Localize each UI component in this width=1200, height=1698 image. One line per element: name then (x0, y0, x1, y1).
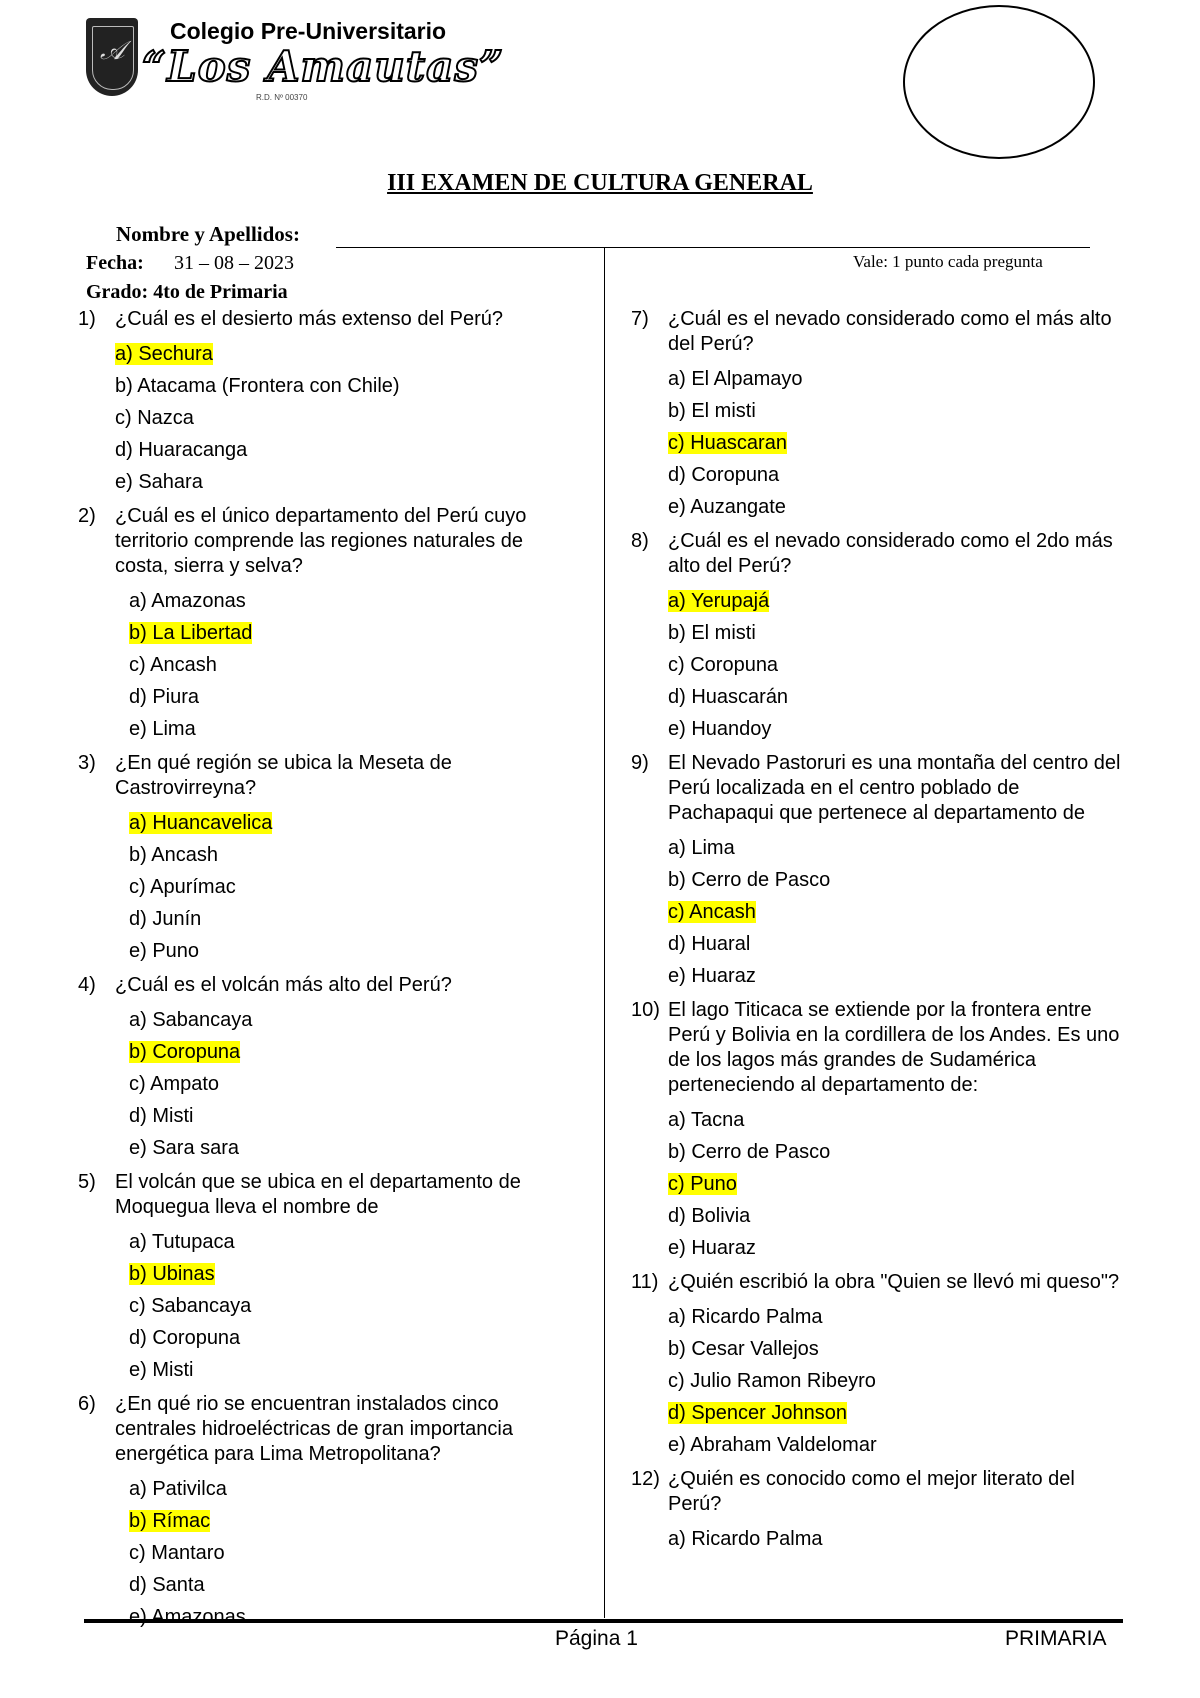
answer-option[interactable] (78, 1258, 578, 1290)
question-number: 8) (631, 530, 649, 552)
answer-option-text: e) Puno (129, 940, 200, 962)
answer-options (631, 585, 1121, 745)
answer-option-text: e) Sahara (115, 471, 203, 493)
question-4 (78, 973, 578, 1164)
question-11 (631, 1270, 1121, 1461)
answer-option[interactable] (631, 928, 1121, 960)
answer-option-text: d) Bolivia (668, 1205, 751, 1227)
answer-option-text: c) Ancash (129, 654, 217, 676)
question-1 (78, 307, 578, 498)
answer-options (78, 807, 578, 967)
question-text: ¿En qué región se ubica la Meseta de Castrovirreyna? (115, 752, 452, 799)
school-logo (86, 18, 505, 110)
question-5 (78, 1170, 578, 1386)
question-8 (631, 529, 1121, 745)
answer-option[interactable] (78, 1132, 578, 1164)
school-name-line1: Colegio Pre-Universitario (170, 18, 447, 44)
answer-option-text: a) Tacna (668, 1109, 745, 1131)
question-10 (631, 998, 1121, 1264)
answer-option[interactable] (631, 427, 1121, 459)
answer-option[interactable] (78, 681, 578, 713)
answer-option-text: a) Tutupaca (129, 1231, 235, 1253)
correct-answer-highlight: c) Ancash (668, 901, 756, 923)
answer-option-text: c) Sabancaya (129, 1295, 252, 1317)
question-number: 2) (78, 505, 96, 527)
answer-option-text: d) Santa (129, 1574, 205, 1596)
answer-option[interactable] (631, 864, 1121, 896)
answer-option[interactable] (78, 1322, 578, 1354)
answer-option-text: b) El misti (668, 622, 756, 644)
answer-option-text: c) Ampato (129, 1073, 220, 1095)
answer-option-text: b) Cerro de Pasco (668, 1141, 831, 1163)
answer-option-text: b) El misti (668, 400, 756, 422)
question-number: 3) (78, 752, 96, 774)
answer-option[interactable] (78, 713, 578, 745)
answer-options (631, 1104, 1121, 1264)
answer-option[interactable] (631, 1104, 1121, 1136)
answer-option[interactable] (78, 1100, 578, 1132)
answer-option-text: d) Piura (129, 686, 200, 708)
answer-option[interactable] (631, 585, 1121, 617)
answer-option-text: e) Abraham Valdelomar (668, 1434, 877, 1456)
question-text: ¿Cuál es el único departamento del Perú cuyo territorio comprende las regiones naturales de costa, sierra y selva? (115, 505, 527, 577)
date-label: Fecha: (86, 252, 144, 274)
correct-answer-highlight: b) Coropuna (129, 1041, 241, 1063)
question-text: El lago Titicaca se extiende por la frontera entre Perú y Bolivia en la cordillera de los Andes. Es uno de los lagos más grandes de Sudamérica perteneciendo al departamento de: (668, 999, 1120, 1096)
answer-option-text: a) Ricardo Palma (668, 1528, 823, 1550)
answer-option[interactable] (78, 338, 578, 370)
answer-option-text: b) Ancash (129, 844, 218, 866)
answer-options (78, 1004, 578, 1164)
date-value: 31 – 08 – 2023 (174, 252, 294, 274)
answer-options (78, 1473, 578, 1633)
question-text: ¿Cuál es el nevado considerado como el más alto del Perú? (668, 308, 1112, 355)
question-text: ¿Quién escribió la obra "Quien se llevó mi queso"? (668, 1271, 1120, 1293)
question-text: El Nevado Pastoruri es una montaña del centro del Perú localizada en el centro poblado de Pachapaqui que pertenece al departamento de (668, 752, 1121, 824)
answer-option[interactable] (78, 1068, 578, 1100)
answer-option[interactable] (631, 896, 1121, 928)
answer-option-text: e) Huandoy (668, 718, 772, 740)
answer-option[interactable] (631, 681, 1121, 713)
answer-option[interactable] (78, 935, 578, 967)
answer-option[interactable] (631, 1333, 1121, 1365)
answer-option-text: c) Nazca (115, 407, 194, 429)
question-number: 9) (631, 752, 649, 774)
answer-options (631, 1301, 1121, 1461)
answer-option[interactable] (631, 713, 1121, 745)
question-number: 12) (631, 1468, 660, 1490)
question-text: ¿En qué rio se encuentran instalados cinco centrales hidroeléctricas de gran importancia energética para Lima Metropolitana? (115, 1393, 513, 1465)
question-number: 7) (631, 308, 649, 330)
answer-option-text: d) Junín (129, 908, 202, 930)
question-text: ¿Cuál es el volcán más alto del Perú? (115, 974, 452, 996)
answer-option[interactable] (631, 832, 1121, 864)
correct-answer-highlight: b) La Libertad (129, 622, 253, 644)
question-12 (631, 1467, 1121, 1555)
grade-label: Grado: 4to de Primaria (86, 281, 288, 303)
question-text: ¿Quién es conocido como el mejor literato del Perú? (668, 1468, 1075, 1515)
answer-option[interactable] (631, 1523, 1121, 1555)
name-label: Nombre y Apellidos: (116, 222, 300, 246)
correct-answer-highlight: b) Ubinas (129, 1263, 215, 1285)
correct-answer-highlight: d) Spencer Johnson (668, 1402, 848, 1424)
question-number: 1) (78, 308, 96, 330)
answer-option[interactable] (78, 1569, 578, 1601)
answer-options (631, 832, 1121, 992)
question-number: 10) (631, 999, 660, 1021)
question-2 (78, 504, 578, 745)
questions-column-right (631, 307, 1121, 1561)
answer-option-text: d) Huascarán (668, 686, 789, 708)
answer-option[interactable] (78, 402, 578, 434)
answer-options (78, 1226, 578, 1386)
question-9 (631, 751, 1121, 992)
question-text: ¿Cuál es el nevado considerado como el 2do más alto del Perú? (668, 530, 1113, 577)
answer-option-text: c) Julio Ramon Ribeyro (668, 1370, 876, 1392)
answer-option[interactable] (631, 1168, 1121, 1200)
question-text: El volcán que se ubica en el departamento de Moquegua lleva el nombre de (115, 1171, 521, 1218)
answer-option-text: d) Huaral (668, 933, 751, 955)
answer-option-text: a) Ricardo Palma (668, 1306, 823, 1328)
answer-option[interactable] (631, 617, 1121, 649)
question-3 (78, 751, 578, 967)
answer-option[interactable] (631, 1136, 1121, 1168)
answer-option-text: b) Cesar Vallejos (668, 1338, 819, 1360)
answer-option-text: e) Huaraz (668, 1237, 756, 1259)
answer-option[interactable] (78, 1290, 578, 1322)
answer-option-text: b) Cerro de Pasco (668, 869, 831, 891)
question-text: ¿Cuál es el desierto más extenso del Perú? (115, 308, 503, 330)
answer-option-text: e) Misti (129, 1359, 194, 1381)
photo-circle (903, 5, 1095, 159)
answer-option-text: d) Misti (129, 1105, 194, 1127)
answer-option-text: a) Pativilca (129, 1478, 227, 1500)
answer-option[interactable] (631, 1200, 1121, 1232)
correct-answer-highlight: c) Puno (668, 1173, 737, 1195)
school-registration: R.D. Nº 00370 (256, 93, 308, 102)
answer-option-text: d) Coropuna (668, 464, 780, 486)
answer-options (631, 1523, 1121, 1555)
answer-option-text: c) Coropuna (668, 654, 779, 676)
answer-option-text: a) Sabancaya (129, 1009, 253, 1031)
exam-title: III EXAMEN DE CULTURA GENERAL (387, 170, 813, 196)
question-7 (631, 307, 1121, 523)
school-crest-icon: 𝒜 (86, 18, 138, 96)
answer-option[interactable] (631, 459, 1121, 491)
answer-option-text: e) Huaraz (668, 965, 756, 987)
answer-option-text: e) Sara sara (129, 1137, 240, 1159)
answer-option[interactable] (78, 1601, 578, 1633)
answer-option[interactable] (78, 1354, 578, 1386)
answer-option[interactable] (78, 585, 578, 617)
answer-option[interactable] (78, 807, 578, 839)
answer-option[interactable] (631, 1429, 1121, 1461)
answer-option[interactable] (78, 1004, 578, 1036)
answer-option-text: e) Lima (129, 718, 196, 740)
answer-options (78, 585, 578, 745)
answer-option[interactable] (631, 1301, 1121, 1333)
answer-option[interactable] (631, 395, 1121, 427)
correct-answer-highlight: b) Rímac (129, 1510, 211, 1532)
answer-option[interactable] (631, 363, 1121, 395)
question-number: 6) (78, 1393, 96, 1415)
questions-column-left (78, 307, 578, 1639)
answer-option-text: e) Amazonas (129, 1606, 246, 1628)
answer-option[interactable] (78, 1226, 578, 1258)
points-note: Vale: 1 punto cada pregunta (853, 252, 1043, 271)
answer-options (78, 338, 578, 498)
answer-option[interactable] (78, 839, 578, 871)
name-field-line[interactable] (336, 247, 1090, 248)
answer-option-text: a) Amazonas (129, 590, 246, 612)
answer-option-text: b) Atacama (Frontera con Chile) (115, 375, 400, 397)
answer-option[interactable] (78, 370, 578, 402)
answer-option-text: e) Auzangate (668, 496, 786, 518)
answer-option[interactable] (631, 1397, 1121, 1429)
question-6 (78, 1392, 578, 1633)
answer-options (631, 363, 1121, 523)
question-number: 11) (631, 1271, 659, 1293)
school-name-line2: “Los Amautas” (142, 42, 505, 91)
answer-option[interactable] (78, 1473, 578, 1505)
question-number: 5) (78, 1171, 96, 1193)
answer-option[interactable] (631, 491, 1121, 523)
page-number: Página 1 (555, 1627, 638, 1650)
column-divider (604, 248, 605, 1618)
answer-option-text: a) El Alpamayo (668, 368, 803, 390)
answer-option[interactable] (78, 434, 578, 466)
answer-option-text: c) Mantaro (129, 1542, 225, 1564)
answer-option-text: c) Apurímac (129, 876, 236, 898)
answer-option[interactable] (78, 1505, 578, 1537)
answer-option[interactable] (78, 649, 578, 681)
question-number: 4) (78, 974, 96, 996)
answer-option-text: d) Coropuna (129, 1327, 241, 1349)
answer-option[interactable] (78, 871, 578, 903)
correct-answer-highlight: a) Yerupajá (668, 590, 770, 612)
correct-answer-highlight: a) Sechura (115, 343, 213, 365)
answer-option-text: a) Lima (668, 837, 735, 859)
answer-option[interactable] (631, 1365, 1121, 1397)
answer-option[interactable] (78, 1036, 578, 1068)
level-label: PRIMARIA (1005, 1627, 1107, 1650)
answer-option[interactable] (78, 617, 578, 649)
answer-option[interactable] (78, 903, 578, 935)
correct-answer-highlight: c) Huascaran (668, 432, 787, 454)
answer-option[interactable] (631, 649, 1121, 681)
answer-option-text: d) Huaracanga (115, 439, 248, 461)
answer-option[interactable] (78, 466, 578, 498)
footer-rule (84, 1619, 1123, 1623)
answer-option[interactable] (78, 1537, 578, 1569)
answer-option[interactable] (631, 1232, 1121, 1264)
correct-answer-highlight: a) Huancavelica (129, 812, 273, 834)
answer-option[interactable] (631, 960, 1121, 992)
